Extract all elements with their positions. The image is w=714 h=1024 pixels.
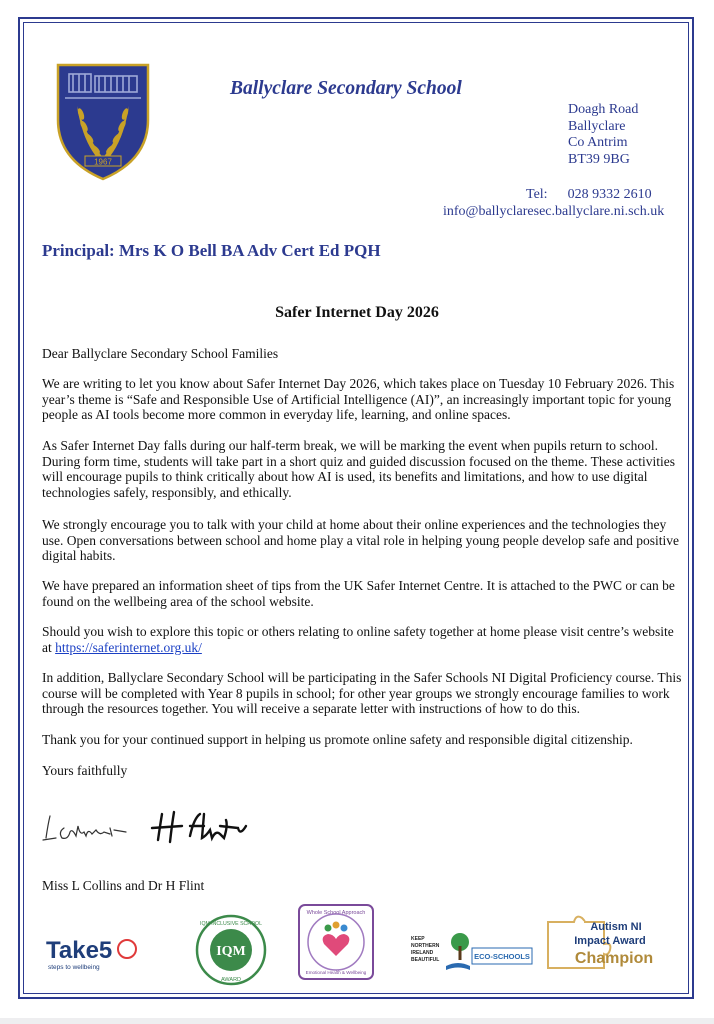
tel-number: 028 9332 2610: [567, 187, 652, 202]
address-line: Co Antrim: [568, 135, 628, 150]
text-line: As Safer Internet Day falls during our half-term break, we will be marking the event when pupils return to school.: [42, 438, 658, 453]
eco-left-text: NORTHERN: [411, 943, 440, 949]
paragraph-7: [42, 732, 682, 748]
text-line: Should you wish to explore this topic or others relating to online safety together at home please visit centre’s website: [42, 624, 674, 639]
iqm-center-text: IQM: [216, 944, 246, 959]
wsa-bottom-text: Emotional Health & Wellbeing: [305, 970, 367, 975]
autism-line2-text: Impact Award: [574, 935, 646, 947]
signatures-image: [40, 806, 270, 852]
school-crest-icon: [55, 62, 151, 182]
text-line: use. Open conversations between school and home play a vital role in helping young people develop safe and positive: [42, 532, 679, 548]
iqm-award-logo: [195, 914, 267, 986]
text-line: will encourage pupils to think critically about how AI is used, its benefits and limitations, and how to use digital: [42, 469, 648, 484]
autism-line3-text: Champion: [574, 950, 654, 967]
address-line: Ballyclare: [568, 118, 626, 134]
eco-left-text: IRELAND: [411, 950, 434, 956]
paragraph-5: [42, 624, 682, 655]
text-line: people as AI tools become more common in everyday life, learning, and online spaces.: [42, 407, 511, 422]
school-address: [568, 102, 638, 168]
closing-text: Yours faithfully: [42, 763, 128, 778]
link-prefix: at: [42, 639, 56, 655]
signers-names: Miss L Collins and Dr H Flint: [42, 878, 205, 893]
address-line: BT39 9BG: [568, 151, 630, 167]
eco-left-text: BEAUTIFUL: [411, 957, 440, 963]
text-line: We have prepared an information sheet of tips from the UK Safer Internet Centre. It is attached to the PWC or can be: [42, 578, 675, 593]
text-line: We are writing to let you know about Safer Internet Day 2026, which takes place on Tuesday 10 February 2026. This: [42, 376, 675, 391]
wsa-top-text: Whole School Approach: [306, 910, 366, 916]
take5-sub-text: steps to wellbeing: [48, 964, 100, 971]
text-line: through the resources together. You will receive a separate letter with instructions of how to do this.: [42, 701, 581, 716]
email-address: info@ballyclaresec.ballyclare.ni.sch.uk: [443, 204, 665, 219]
paragraph-2: [42, 438, 682, 500]
text-line: In addition, Ballyclare Secondary School will be participating in the Safer Schools NI Digital Proficiency course. This: [42, 670, 682, 685]
closing: [42, 763, 682, 779]
text-line: course will be completed with Year 8 pupils in school; for other year groups we strongly encourage families to work: [42, 685, 670, 701]
text-line: found on the wellbeing area of the school website.: [42, 593, 314, 609]
safer-internet-link[interactable]: https://saferinternet.org.uk/: [55, 639, 202, 655]
take5-logo: [44, 932, 140, 972]
principal-name: Principal: Mrs K O Bell BA Adv Cert Ed PQH: [42, 241, 381, 260]
telephone: [526, 187, 652, 203]
text-line: year’s theme is “Safe and Responsible Use of Artificial Intelligence (AI)”, an increasingly important topic for young: [42, 391, 672, 407]
text-line: We strongly encourage you to talk with your child at home about their online experiences and the technologies they: [42, 517, 667, 532]
text-line: Thank you for your continued support in helping us promote online safety and responsible digital citizenship.: [42, 732, 633, 747]
salutation-text: Dear Ballyclare Secondary School Families: [42, 346, 279, 361]
paragraph-3: [42, 517, 682, 564]
autism-ni-impact-award-logo: [544, 912, 662, 974]
iqm-ring-text: IQM INCLUSIVE SCHOOL: [200, 921, 262, 927]
salutation: [42, 346, 682, 362]
paragraph-4: [42, 578, 682, 609]
whole-school-approach-logo: [298, 904, 374, 980]
autism-line1-text: Autism NI: [590, 921, 642, 933]
tel-label: Tel:: [526, 187, 548, 202]
crest-year: 1967: [94, 157, 112, 167]
text-line: During form time, students will take part in a short quiz and guided discussion focused on the theme. These activities: [42, 453, 675, 469]
text-line: [42, 640, 682, 656]
paragraph-6: [42, 670, 682, 717]
letter-title: Safer Internet Day 2026: [275, 304, 439, 321]
paragraph-1: [42, 376, 682, 423]
eco-schools-logo: [410, 928, 534, 974]
text-line: digital habits.: [42, 548, 116, 563]
iqm-award-text: AWARD: [220, 977, 242, 983]
address-line: Doagh Road: [568, 102, 639, 117]
eco-right-text: ECO-SCHOOLS: [474, 952, 530, 961]
text-line: technologies safely, responsibly, and ethically.: [42, 484, 292, 500]
take5-main-text: Take5: [46, 937, 113, 964]
eco-left-text: KEEP: [411, 936, 425, 942]
school-name: Ballyclare Secondary School: [230, 78, 462, 99]
